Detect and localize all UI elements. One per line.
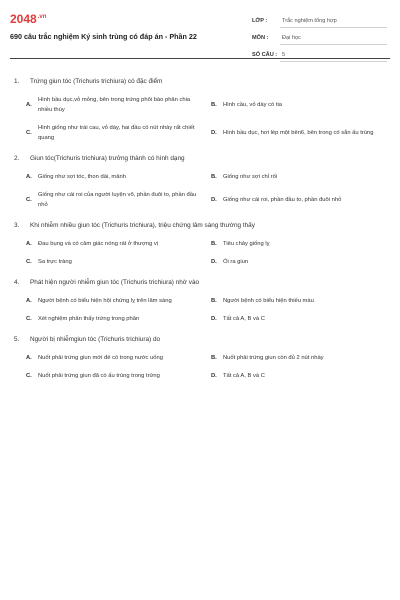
option-label: C. xyxy=(26,197,32,203)
option-a[interactable] xyxy=(26,95,201,115)
option-text: Giống như cái roi của người luyện võ, phần đuôi to, phần đầu nhỏ xyxy=(38,192,197,208)
option-label: C. xyxy=(26,259,32,265)
options-grid xyxy=(14,296,386,324)
option-d[interactable] xyxy=(211,257,386,267)
option-a[interactable] xyxy=(26,353,201,363)
question-5 xyxy=(14,336,386,381)
option-d[interactable] xyxy=(211,371,386,381)
option-text: Giống như cái roi, phần đầu to, phần đuôi nhỏ xyxy=(223,197,342,203)
site-logo[interactable] xyxy=(10,12,46,26)
option-text: Hình bầu dục,vỏ mỏng, bên trong trứng phôi bào phân chia nhiều thùy xyxy=(38,97,191,113)
option-text: Nuốt phải trứng giun còn đủ 2 nút nhày xyxy=(223,355,324,361)
option-label: D. xyxy=(211,316,217,322)
option-d[interactable] xyxy=(211,123,386,143)
question-number: 1. xyxy=(14,78,20,85)
option-b[interactable] xyxy=(211,95,386,115)
question-stem xyxy=(14,78,386,85)
option-text: Xét nghiệm phân thấy trứng trong phân xyxy=(38,316,140,322)
options-grid xyxy=(14,353,386,381)
option-c[interactable] xyxy=(26,257,201,267)
question-stem xyxy=(14,336,386,343)
worksheet-title: 690 câu trắc nghiệm Ký sinh trùng có đáp án - Phần 22 xyxy=(10,32,197,41)
question-number: 2. xyxy=(14,155,20,162)
meta-row-count xyxy=(252,48,387,62)
option-label: D. xyxy=(211,130,217,136)
option-text: Tất cả A, B và C xyxy=(223,373,265,379)
meta-key: LỚP : xyxy=(252,18,268,24)
option-b[interactable] xyxy=(211,296,386,306)
meta-row-class xyxy=(252,14,387,28)
option-a[interactable] xyxy=(26,172,201,182)
option-label: D. xyxy=(211,197,217,203)
option-label: A. xyxy=(26,102,32,108)
option-c[interactable] xyxy=(26,190,201,210)
option-label: B. xyxy=(211,298,217,304)
option-label: C. xyxy=(26,373,32,379)
option-text: Đau bụng và có cảm giác nóng rát ở thượng vị xyxy=(38,241,159,247)
question-3 xyxy=(14,222,386,267)
option-text: Nuốt phải trứng giun mới đẻ có trong nước uống xyxy=(38,355,163,361)
header-divider xyxy=(10,58,390,59)
question-number: 3. xyxy=(14,222,20,229)
question-text: Trứng giun tóc (Trichuris trichiura) có đặc điểm xyxy=(30,78,163,85)
option-label: B. xyxy=(211,102,217,108)
options-grid xyxy=(14,239,386,267)
option-text: Người bệnh có biểu hiện hội chứng lỵ trên lâm sàng xyxy=(38,298,172,304)
option-b[interactable] xyxy=(211,353,386,363)
option-label: A. xyxy=(26,355,32,361)
question-text: Giun tóc(Trichuris trichiura) trưởng thành có hình dạng xyxy=(30,155,185,162)
option-c[interactable] xyxy=(26,371,201,381)
option-label: B. xyxy=(211,174,217,180)
option-text: Tất cả A, B và C xyxy=(223,316,265,322)
option-d[interactable] xyxy=(211,190,386,210)
question-stem xyxy=(14,155,386,162)
question-stem xyxy=(14,222,386,229)
question-stem xyxy=(14,279,386,286)
option-text: Giống như sợi tóc, thon dài, mảnh xyxy=(38,174,126,180)
option-b[interactable] xyxy=(211,239,386,249)
options-grid xyxy=(14,95,386,143)
option-text: Hình bầu dục, hơi lép một bên6, bên trong có sẵn ấu trùng xyxy=(223,130,374,136)
option-text: Người bệnh có biểu hiện thiếu máu xyxy=(223,298,314,304)
question-number: 5. xyxy=(14,336,20,343)
option-text: Nuốt phải trứng giun đã có ấu trùng trong trứng xyxy=(38,373,160,379)
option-text: Sa trực tràng xyxy=(38,259,72,265)
option-label: A. xyxy=(26,174,32,180)
question-number: 4. xyxy=(14,279,20,286)
question-text: Phát hiện người nhiễm giun tóc (Trichuris trichiura) nhờ vào xyxy=(30,279,200,286)
option-d[interactable] xyxy=(211,314,386,324)
question-2 xyxy=(14,155,386,210)
option-label: A. xyxy=(26,298,32,304)
option-a[interactable] xyxy=(26,296,201,306)
question-text: Người bị nhiễmgiun tóc (Trichuris trichiura) do xyxy=(30,336,161,343)
option-label: D. xyxy=(211,373,217,379)
meta-key: MÔN : xyxy=(252,35,269,41)
option-c[interactable] xyxy=(26,314,201,324)
logo-suffix: .vn xyxy=(37,14,47,20)
option-text: Ói ra giun xyxy=(223,259,249,265)
option-label: C. xyxy=(26,130,32,136)
question-4 xyxy=(14,279,386,324)
option-text: Hình cầu, vỏ dày có tia xyxy=(223,102,282,108)
option-text: Tiêu chảy giống lỵ xyxy=(223,241,270,247)
question-text: Khi nhiễm nhiều giun tóc (Trichuris trichiura), triệu chứng lâm sàng thường thấy xyxy=(30,222,255,229)
logo-text: 2048 xyxy=(10,12,37,26)
options-grid xyxy=(14,172,386,210)
meta-value: Trắc nghiệm tổng hợp xyxy=(280,15,387,28)
option-label: B. xyxy=(211,241,217,247)
question-list xyxy=(14,78,386,393)
option-b[interactable] xyxy=(211,172,386,182)
option-text: Giống như sợi chỉ rối xyxy=(223,174,278,180)
option-label: D. xyxy=(211,259,217,265)
option-label: C. xyxy=(26,316,32,322)
meta-value: 5 xyxy=(280,49,387,62)
option-c[interactable] xyxy=(26,123,201,143)
option-label: B. xyxy=(211,355,217,361)
meta-row-subject xyxy=(252,31,387,45)
meta-value: Đại học xyxy=(280,32,387,45)
meta-key: SỐ CÂU : xyxy=(252,52,278,58)
question-1 xyxy=(14,78,386,143)
option-a[interactable] xyxy=(26,239,201,249)
option-label: A. xyxy=(26,241,32,247)
option-text: Hình giống như trái cau, vỏ dày, hai đầu có nút nhày rất chiết quang xyxy=(38,125,195,141)
